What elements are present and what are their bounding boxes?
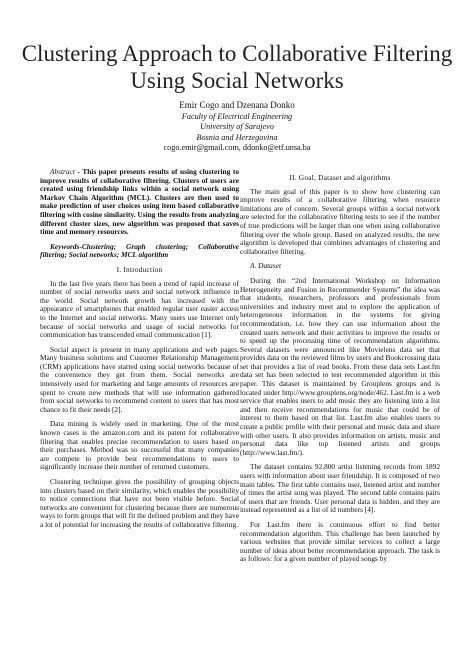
intro-paragraph-2: Social aspect is present in many applications and web pages. Many business solutions and Customer Relationship Management (CRM) applications have started using social networks because of the convenience they get from them. Social networks are intensively used for marketing and large amounts of resources are spent to create new methods that will use information gathered from social networks to recommend content to users that has most chance to fit their needs [2]. bbox=[40, 344, 239, 414]
intro-paragraph-4: Clustering technique gives the possibility of grouping objects into clusters based on their similarity, which enables the possibility to notice connections that have not been visible before. Social networks are convenient for clustering because there are numerous ways to form groups that will fit the defined problem and they have a lot of potential for increasing the results of collaborative filtering. bbox=[40, 477, 239, 529]
author-block bbox=[60, 100, 414, 154]
subsection-heading-dataset: A. Dataset bbox=[250, 261, 282, 271]
dataset-paragraph-3: For Last.fm there is continuous effort to find better recommendation algorithm. This challenge has been launched by various websites that provide similar services to collect a large number of ideas about better recommendation approach. The task is as follows: for a given number of played songs by bbox=[240, 519, 440, 564]
keywords: Keywords-Clustering; Graph clustering; Collaborative filtering; Social networks; MCL algorithm bbox=[40, 241, 239, 260]
intro-paragraph-1: In the last five years there has been a trend of rapid increase of number of social networks users and social network influence in the world. Social network growth has increased with the appearance of smartphones that enabled regular user easier access to the Internet and social networks. Many users use Internet only because of social networks and usage of social networks for communication has transcended email communication [1]. bbox=[40, 278, 239, 340]
left-column bbox=[40, 168, 239, 536]
dataset-paragraph-1: During the “2nd International Workshop on Information Heterogeneity and Fusion in Recommender Systems” the idea was that students, researchers, professors and professionals from universities and industry meet and to explore the application of heterogeneous information in the systems for giving recommendation, i.e. how they can use information about the created users network and their activities to improve the results or to speed up the processing time of recommendation algorithms. Several datasets were announced like Movielens data set that provides data on the reviewed films by users and Bookcrossing data set that provides a list of read books. From these data sets Last.fm data set has been selected to test recommended algorithm in this paper. This dataset is maintained by Grouplens groups and is located under http://www.grouplens.org/node/462. Last.fm is a web service that enables users to add music they are listening into a list and then receive recommendations for music that could be of interest to them based on that list. Last.fm also enables users to create a public profile with their personal and music data and share with other users. It also provides information on artists, music and personal data like top listened artists and groups (http://www.last.fm/). bbox=[240, 275, 440, 457]
intro-paragraph-3: Data mining is widely used in marketing. One of the most known cases is the amazon.com and its patent for collaborative filtering that enables precise recommendation to users based on their purchases. Method was so successful that many companies are compete to provide best recommendations to users to significantly increase their number of returned customers. bbox=[40, 419, 239, 472]
paper-title: Clustering Approach to Collaborative Filtering Using Social Networks bbox=[21, 41, 453, 93]
dataset-paragraph-2: The dataset contains 92,800 artist listening records from 1892 users with information about user friendship. It is composed of two main tables. The first table contains user, listened artist and number of times the artist song was played. The second table contains pairs of users that are friends. User personal data is hidden, and they are instead represented as a list of id numbers [4]. bbox=[240, 462, 440, 515]
goal-paragraph: The main goal of this paper is to show how clustering can improve results of a collaborative filtering when resource limitations are of concern. Several groups within a social network are selected for the collaborative filtering tests to see if the number of true predictions will be larger than one when using collaborative filtering over the whole group. Based on analyzed results, the new algorithm is developed that combines advantages of clustering and collaborative filtering. bbox=[240, 186, 440, 256]
author-faculty: Faculty of Electrical Engineering bbox=[181, 111, 293, 121]
section-heading-goal: II. Goal, Dataset and algorithms bbox=[289, 173, 391, 182]
right-column bbox=[240, 168, 440, 570]
author-university: University of Sarajevo bbox=[200, 122, 274, 132]
abstract-label: Abstract bbox=[50, 167, 75, 176]
section-heading-introduction: I. Introduction bbox=[116, 264, 163, 274]
abstract-text: - This paper presents results of using clustering to improve results of collaborative filtering. Clusters of users are created using friendship links within a social network using Markov Chain Algorithm (MCL). Clusters are then used to make prediction of user choices using item based collaborative filtering with cosine similarity. Using the results from analyzing different cluster sizes, new algorithm was proposed that saves time and memory resources. bbox=[40, 167, 239, 237]
abstract bbox=[40, 168, 239, 237]
author-country: Bosnia and Herzegovina bbox=[196, 132, 278, 142]
author-names: Emir Cogo and Dzenana Donko bbox=[179, 100, 295, 110]
author-email: cogo.emir@gmail.com, ddonko@etf.unsa.ba bbox=[163, 143, 311, 153]
